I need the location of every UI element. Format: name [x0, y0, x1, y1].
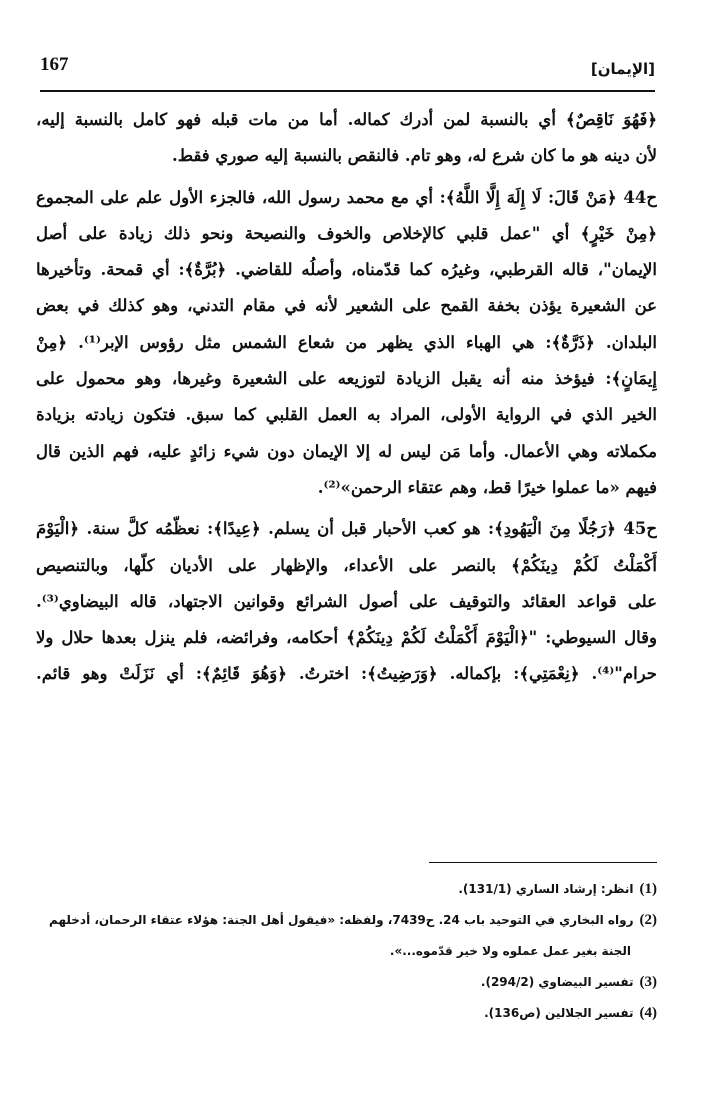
text-line: على قواعد العقائد والتوقيف على أصول الشرائع وقوانين الاجتهاد، قاله البيضاوي⁽³⁾.: [36, 591, 657, 611]
text-line: عن الشعيرة يؤذن بخفة القمح على الشعير لأنه في مقام التدني، وهو كذلك في بعض: [36, 296, 657, 316]
footnote-number: (4): [639, 1005, 657, 1021]
footnote-number: (3): [639, 974, 657, 990]
footnote: [40, 998, 657, 1029]
footnote-text: تفسير الجلالين (ص136).: [484, 1006, 634, 1020]
text-line: لأن دينه هو ما كان شرع له، وهو تام. فالنقص بالنسبة إليه صوري فقط.: [172, 146, 657, 166]
footnote: [40, 874, 657, 905]
page-header: [40, 54, 655, 94]
text-line: ﴿مِنْ خَيْرٍ﴾ أي "عمل قلبي كالإخلاص والخوف والنصيحة ونحو ذلك زيادة على أصل: [36, 223, 657, 243]
text-line: الإيمان"، قاله القرطبي، وغيرُه كما قدّمناه، وأصلُه للقاضي. ﴿بُرَّةٌ﴾: أي قمحة. وتأخيرها: [36, 260, 657, 280]
text-line: إِيمَانٍ﴾: فيؤخذ منه أنه يقبل الزيادة لتوزيعه على الشعيرة وغيرها، وهو محمول على: [36, 369, 657, 389]
footnote-text: الجنة بغير عمل عملوه ولا خير قدّموه...».: [389, 944, 631, 958]
footnote-number: (2): [639, 912, 657, 928]
main-text: [36, 102, 657, 693]
footnote-rule: [429, 862, 657, 863]
footnote-text: تفسير البيضاوي (294/2).: [480, 975, 634, 989]
text-line: البلدان. ﴿ذَرَّةٌ﴾: هي الهباء الذي يظهر من شعاع الشمس مثل رؤوس الإبر⁽¹⁾. ﴿مِنْ: [36, 332, 657, 352]
text-line: وقال السيوطي: "﴿الْيَوْمَ أَكْمَلْتُ لَكُمْ دِينَكُمْ﴾ أحكامه، وفرائضه، فلم ينزل بعدها حلال ولا: [36, 628, 657, 648]
text-line: ح45 ﴿رَجُلًا مِنَ الْيَهُودِ﴾: هو كعب الأحبار قبل أن يسلم. ﴿عِيدًا﴾: نعظّمُه كلَّ سنة. ﴿الْيَوْمَ: [36, 519, 657, 539]
text-line: حرام"⁽⁴⁾. ﴿نِعْمَتِي﴾: بإكماله. ﴿وَرَضِيتُ﴾: اخترتُ. ﴿وَهُوَ قَائِمٌ﴾: أي نَزَلَتْ وهو قائم.: [36, 664, 657, 684]
text-line: فيهم «ما عملوا خيرًا قط، وهم عتقاء الرحمن»⁽²⁾.: [317, 477, 657, 497]
page-number: 167: [40, 54, 69, 75]
footnote-continuation: [40, 936, 657, 967]
footnote-text: انظر: إرشاد الساري (131/1).: [458, 882, 634, 896]
chapter-title: [الإيمان]: [590, 60, 655, 78]
text-line: ح44 ﴿مَنْ قَالَ: لَا إِلَهَ إِلَّا اللَّهُ﴾: أي مع محمد رسول الله، فالجزء الأول علم على المجموع: [36, 187, 657, 207]
header-rule: [40, 90, 655, 92]
footnote-number: (1): [639, 881, 657, 897]
text-line: ﴿فَهُوَ نَاقِصٌ﴾ أي بالنسبة لمن أدرك كماله. أما من مات قبله فهو كامل بالنسبة إليه،: [36, 110, 657, 129]
text-line: الخير الذي في الرواية الأولى، المراد به العمل القلبي كما سبق. فتكون زيادته بزيادة: [36, 405, 657, 425]
text-line: مكملاته وهي الأعمال. وأما مَن ليس له إلا الإيمان دون شيء زائدٍ عليه، فهم الذين قال: [36, 441, 657, 461]
footnote: [40, 905, 657, 936]
footnote-text: رواه البخاري في التوحيد باب 24. ح7439، ولفظه: «فيقول أهل الجنة: هؤلاء عتقاء الرحمان، أدخلهم: [49, 913, 634, 927]
text-line: أَكْمَلْتُ لَكُمْ دِينَكُمْ﴾ بالنصر على الأعداء، والإظهار على الأديان كلّها، وبالتنصيص: [36, 555, 657, 575]
footnotes: [40, 874, 657, 1029]
footnote: [40, 967, 657, 998]
